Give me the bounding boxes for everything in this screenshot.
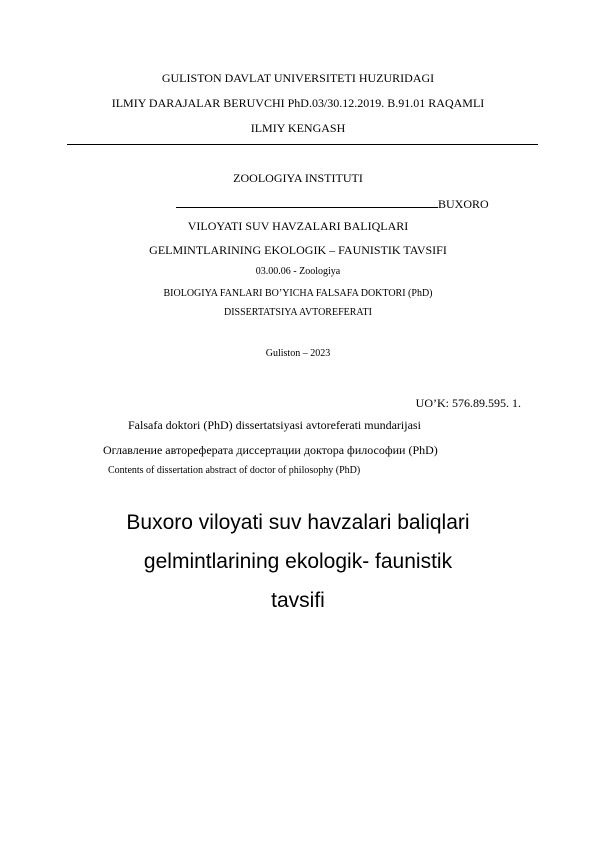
header-divider xyxy=(67,144,538,145)
contents-title-ru: Оглавление автореферата диссертации доктора философии (PhD) xyxy=(103,443,438,457)
document-type: DISSERTATSIYA AVTOREFERATI xyxy=(224,307,372,318)
contents-title-uz: Falsafa doktori (PhD) dissertatsiyasi avtoreferati mundarijasi xyxy=(128,418,421,432)
contents-title-en: Contents of dissertation abstract of doctor of philosophy (PhD) xyxy=(108,465,361,476)
thesis-title-line-1-text: BUXORO xyxy=(438,197,489,211)
main-heading-line-2: gelmintlarining ekologik- faunistik xyxy=(143,550,453,573)
main-heading-line-3: tavsifi xyxy=(271,589,325,612)
thesis-title-line-1 xyxy=(176,195,489,210)
main-heading-line-1: Buxoro viloyati suv havzalari baliqlari xyxy=(126,511,470,534)
header-line-2: ILMIY DARAJALAR BERUVCHI PhD.03/30.12.2019. B.91.01 RAQAMLI xyxy=(111,96,485,110)
degree-line: BIOLOGIYA FANLARI BO’YICHA FALSAFA DOKTORI (PhD) xyxy=(163,288,433,299)
thesis-title-line-2: VILOYATI SUV HAVZALARI BALIQLARI xyxy=(187,219,409,233)
title-underline-blank xyxy=(176,195,438,208)
header-line-3: ILMIY KENGASH xyxy=(250,121,346,135)
udc-code: UO’K: 576.89.595. 1. xyxy=(415,396,521,410)
institute-name: ZOOLOGIYA INSTITUTI xyxy=(233,171,363,185)
header-line-1: GULISTON DAVLAT UNIVERSITETI HUZURIDAGI xyxy=(161,71,435,85)
place-year: Guliston – 2023 xyxy=(265,348,331,359)
specialty-code: 03.00.06 - Zoologiya xyxy=(255,266,341,277)
thesis-title-line-3: GELMINTLARINING EKOLOGIK – FAUNISTIK TAVSIFI xyxy=(149,243,447,257)
